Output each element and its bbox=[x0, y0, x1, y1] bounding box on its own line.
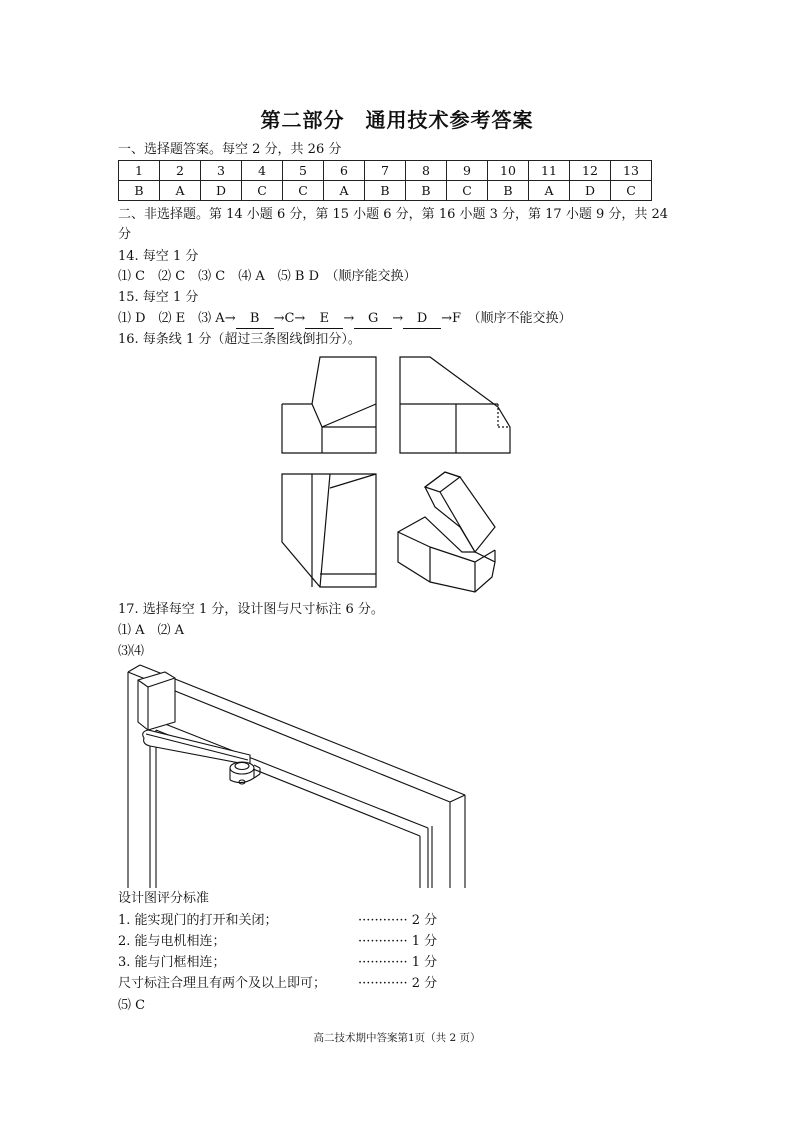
q15-blank-2: E bbox=[305, 310, 343, 329]
section2-heading-line1: 二、非选择题。第 14 小题 6 分，第 15 小题 6 分，第 16 小题 3 分，第 17 小题 9 分，共 24 bbox=[118, 207, 669, 222]
q14-title: 14. 每空 1 分 bbox=[118, 249, 199, 264]
table-cell: C bbox=[447, 181, 488, 201]
table-cell: A bbox=[160, 181, 201, 201]
q15-arrow: → bbox=[392, 311, 404, 326]
answer-table-number-row bbox=[119, 161, 652, 181]
criteria-item-score: ············ 1 分 bbox=[358, 955, 438, 970]
q15-title: 15. 每空 1 分 bbox=[118, 290, 199, 305]
table-cell: A bbox=[529, 181, 570, 201]
table-cell: 6 bbox=[324, 161, 365, 181]
table-cell: B bbox=[365, 181, 406, 201]
q17-line2: ⑶⑷ bbox=[118, 644, 145, 659]
table-cell: 4 bbox=[242, 161, 283, 181]
table-cell: A bbox=[324, 181, 365, 201]
front-view bbox=[282, 357, 376, 453]
table-cell: 7 bbox=[365, 161, 406, 181]
table-cell: 9 bbox=[447, 161, 488, 181]
answer-table bbox=[118, 160, 652, 201]
q15-arrow: → bbox=[343, 311, 355, 326]
q15-answer bbox=[118, 310, 572, 329]
section2-heading-line2: 分 bbox=[118, 227, 132, 242]
q17-title: 17. 选择每空 1 分，设计图与尺寸标注 6 分。 bbox=[118, 602, 384, 617]
q15-prefix: ⑴ D ⑵ E ⑶ A→ bbox=[118, 311, 236, 326]
side-view bbox=[400, 357, 510, 453]
table-cell: 8 bbox=[406, 161, 447, 181]
table-cell: 2 bbox=[160, 161, 201, 181]
table-cell: C bbox=[242, 181, 283, 201]
q15-blank-3: G bbox=[354, 310, 392, 329]
criteria-item-text: 1. 能实现门的打开和关闭； bbox=[118, 913, 278, 928]
table-cell: D bbox=[570, 181, 611, 201]
page-footer: 高二技术期中答案第1页（共 2 页） bbox=[313, 1032, 481, 1044]
criteria-title: 设计图评分标准 bbox=[118, 891, 210, 906]
isometric-view bbox=[398, 472, 495, 592]
q15-mid: →C→ bbox=[273, 311, 306, 326]
table-cell: C bbox=[611, 181, 652, 201]
table-cell: B bbox=[406, 181, 447, 201]
q15-suffix: →F （顺序不能交换） bbox=[441, 311, 572, 326]
q16-title: 16. 每条线 1 分（超过三条图线倒扣分）。 bbox=[118, 332, 361, 347]
answer-table-answer-row bbox=[119, 181, 652, 201]
criteria-item-score: ············ 2 分 bbox=[358, 976, 438, 991]
q15-blank-4: D bbox=[403, 310, 441, 329]
table-cell: C bbox=[283, 181, 324, 201]
top-view bbox=[282, 474, 376, 587]
table-cell: 11 bbox=[529, 161, 570, 181]
criteria-item-score: ············ 1 分 bbox=[358, 934, 438, 949]
criteria-item-score: ············ 2 分 bbox=[358, 913, 438, 928]
table-cell: 3 bbox=[201, 161, 242, 181]
three-view-drawing bbox=[270, 352, 530, 597]
table-cell: 10 bbox=[488, 161, 529, 181]
q14-answer: ⑴ C ⑵ C ⑶ C ⑷ A ⑸ B D （顺序能交换） bbox=[118, 269, 417, 284]
criteria-item-text: 尺寸标注合理且有两个及以上即可； bbox=[118, 976, 327, 991]
page-title: 第二部分 通用技术参考答案 bbox=[260, 108, 534, 132]
table-cell: D bbox=[201, 181, 242, 201]
criteria-item-text: 2. 能与电机相连； bbox=[118, 934, 226, 949]
door-frame-design-drawing bbox=[120, 660, 470, 890]
table-cell: 1 bbox=[119, 161, 160, 181]
criteria-item-text: 3. 能与门框相连； bbox=[118, 955, 226, 970]
q17-line5: ⑸ C bbox=[118, 998, 146, 1013]
table-cell: B bbox=[119, 181, 160, 201]
table-cell: 12 bbox=[570, 161, 611, 181]
table-cell: 13 bbox=[611, 161, 652, 181]
table-cell: 5 bbox=[283, 161, 324, 181]
table-cell: B bbox=[488, 181, 529, 201]
section1-heading: 一、选择题答案。每空 2 分，共 26 分 bbox=[118, 142, 342, 157]
q17-line1: ⑴ A ⑵ A bbox=[118, 623, 185, 638]
q15-blank-1: B bbox=[236, 310, 274, 329]
